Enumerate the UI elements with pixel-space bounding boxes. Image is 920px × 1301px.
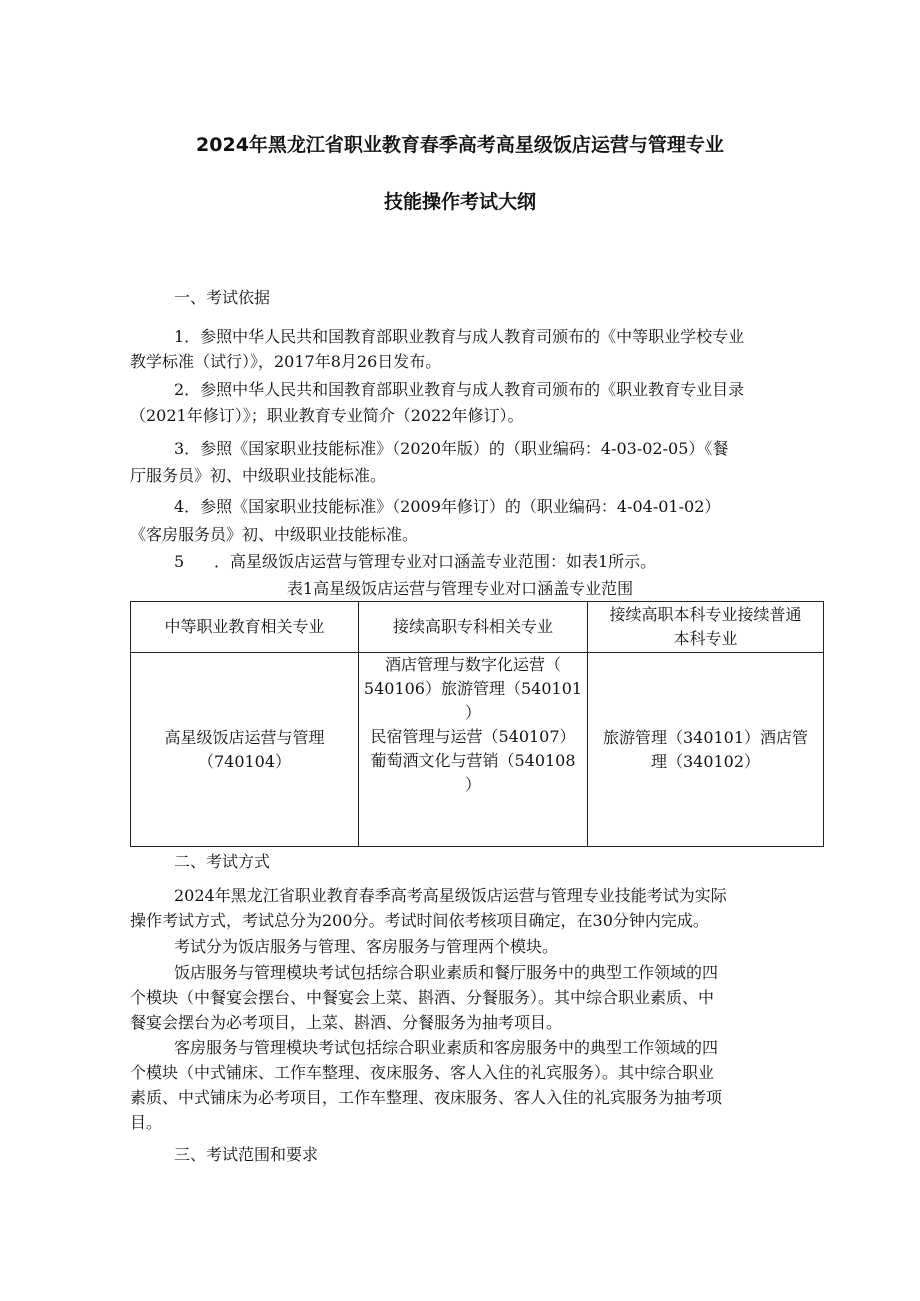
basis-item1-line2: 教学标准（试行）》，2017年8月26日发布。: [130, 352, 442, 371]
method-p4-line1: 客房服务与管理模块考试包括综合职业素质和客房服务中的典型工作领域的四: [174, 1038, 719, 1057]
method-p4-line3: 素质、中式铺床为必考项目，工作车整理、夜床服务、客人入住的礼宾服务为抽考项: [130, 1088, 723, 1107]
basis-item2-line1: 2．参照中华人民共和国教育部职业教育与成人教育司颁布的《职业教育专业目录: [174, 380, 745, 399]
method-p1-line2: 操作考试方式，考试总分为200分。考试时间依考核项目确定，在30分钟内完成。: [130, 911, 709, 930]
basis-item3-line1: 3．参照《国家职业技能标准》（2020年版）的（职业编码：4-03-02-05）《餐: [174, 439, 729, 458]
section3-heading: 三、考试范围和要求: [174, 1145, 319, 1164]
table-cell-higher-vocational: 酒店管理与数字化运营（ 540106）旅游管理（540101 ） 民宿管理与运营（540107） 葡萄酒文化与营销（540108 ）: [359, 653, 588, 847]
method-p1-line1: 2024年黑龙江省职业教育春季高考高星级饭店运营与管理专业技能考试为实际: [174, 886, 727, 905]
method-p2: 考试分为饭店服务与管理、客房服务与管理两个模块。: [174, 937, 559, 956]
table-cell-undergraduate: 旅游管理（340101）酒店管 理（340102）: [588, 653, 824, 847]
basis-item2-line2: （2021年修订）》；职业教育专业简介（2022年修订）。: [130, 406, 524, 425]
method-p4-line2: 个模块（中式铺床、工作车整理、夜床服务、客人入住的礼宾服务）。其中综合职业: [130, 1063, 715, 1082]
table-row: [131, 653, 824, 847]
document-title-line2: 技能操作考试大纲: [383, 191, 536, 213]
table-header-cell: 接续高职专科相关专业: [359, 602, 588, 653]
table-caption: 表1高星级饭店运营与管理专业对口涵盖专业范围: [286, 579, 634, 598]
basis-item1-line1: 1．参照中华人民共和国教育部职业教育与成人教育司颁布的《中等职业学校专业: [174, 327, 745, 346]
table-header-row: [131, 602, 824, 653]
method-p3-line2: 个模块（中餐宴会摆台、中餐宴会上菜、斟酒、分餐服务）。其中综合职业素质、中: [130, 988, 715, 1007]
table-cell-secondary-major: 高星级饭店运营与管理 （740104）: [131, 653, 359, 847]
basis-item4-line1: 4．参照《国家职业技能标准》（2009年修订）的（职业编码：4-04-01-02）: [174, 497, 721, 516]
basis-item3-line2: 厅服务员》初、中级职业技能标准。: [130, 466, 387, 485]
basis-item4-line2: 《客房服务员》初、中级职业技能标准。: [130, 525, 419, 544]
basis-item5-text: ．高星级饭店运营与管理专业对口涵盖专业范围：如表1所示。: [214, 552, 657, 571]
table-header-cell: 接续高职本科专业接续普通 本科专业: [588, 602, 824, 653]
method-p3-line1: 饭店服务与管理模块考试包括综合职业素质和餐厅服务中的典型工作领域的四: [174, 963, 719, 982]
section1-heading: 一、考试依据: [174, 288, 271, 307]
method-p3-line3: 餐宴会摆台为必考项目，上菜、斟酒、分餐服务为抽考项目。: [130, 1013, 563, 1032]
method-p4-line4: 目。: [130, 1113, 163, 1132]
document-title-line1: 2024年黑龙江省职业教育春季高考高星级饭店运营与管理专业: [196, 134, 724, 156]
specialty-scope-table: [130, 601, 824, 847]
section2-heading: 二、考试方式: [174, 852, 271, 871]
table-header-cell: 中等职业教育相关专业: [131, 602, 359, 653]
basis-item5-number: 5: [174, 552, 185, 571]
